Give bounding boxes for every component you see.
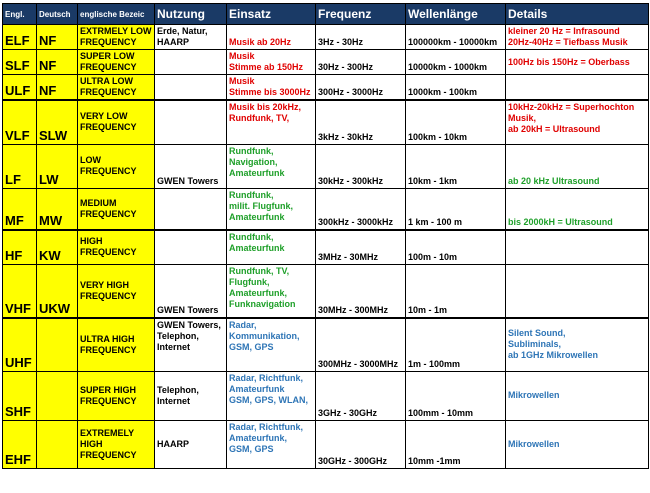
- cell-line: Musik: [229, 51, 255, 61]
- cell-line: Amateurfunk: [229, 167, 285, 178]
- einsatz-cell: [227, 420, 316, 468]
- wellenlaenge-cell: 1m - 100mm: [406, 318, 506, 371]
- cell-line: GSM, GPS: [229, 443, 274, 454]
- einsatz-cell: [227, 230, 316, 264]
- header-einsatz: Einsatz: [227, 4, 316, 25]
- table-row: [3, 420, 649, 468]
- cell-line: Mikrowellen: [508, 438, 560, 449]
- cell-line: milit. Flugfunk,: [229, 200, 293, 211]
- frequenz-cell: 3MHz - 30MHz: [316, 230, 406, 264]
- cell-line: GSM, GPS: [229, 342, 274, 352]
- band-abbr-deutsch: [37, 420, 78, 468]
- wellenlaenge-cell: 100km - 10km: [406, 100, 506, 144]
- cell-line: Amateurfunk: [229, 243, 285, 253]
- wellenlaenge-cell: 10m - 1m: [406, 264, 506, 318]
- cell-line: Rundfunk, TV,: [229, 265, 290, 276]
- cell-line: HIGH: [80, 438, 103, 449]
- wellenlaenge-cell: 100000km - 10000km: [406, 25, 506, 50]
- cell-line: FREQUENCY: [80, 166, 137, 176]
- band-abbr-deutsch: [37, 371, 78, 420]
- band-abbr-deutsch: NF: [37, 75, 78, 101]
- cell-line: FREQUENCY: [80, 247, 137, 258]
- cell-line: Internet: [157, 342, 191, 352]
- cell-line: FREQUENCY: [80, 395, 137, 406]
- einsatz-cell: [227, 371, 316, 420]
- nutzung-cell: [155, 75, 227, 101]
- cell-line: VERY HIGH: [80, 279, 130, 290]
- cell-line: Funknavigation: [229, 298, 296, 309]
- header-englische-bezeichnung: englische Bezeic: [78, 4, 155, 25]
- cell-line: Telephon,: [157, 331, 199, 341]
- details-cell: [506, 371, 649, 420]
- cell-line: ab 20kH = Ultrasound: [508, 124, 601, 134]
- cell-line: FREQUENCY: [80, 344, 137, 355]
- band-name: [78, 144, 155, 188]
- header-frequenz: Frequenz: [316, 4, 406, 25]
- cell-line: Amateurfunk,: [229, 287, 288, 298]
- frequenz-cell: 300MHz - 3000MHz: [316, 318, 406, 371]
- frequenz-cell: 30MHz - 300MHz: [316, 264, 406, 318]
- nutzung-cell: [155, 318, 227, 371]
- cell-line: FREQUENCY: [80, 208, 137, 219]
- table-row: [3, 371, 649, 420]
- frequenz-cell: 300kHz - 3000kHz: [316, 188, 406, 230]
- details-cell: [506, 100, 649, 144]
- band-name: [78, 25, 155, 50]
- cell-line: kleiner 20 Hz = Infrasound: [508, 26, 620, 36]
- header-wellenlaenge: Wellenlänge: [406, 4, 506, 25]
- cell-line: Radar, Richtfunk,: [229, 421, 304, 432]
- cell-line: HAARP: [157, 37, 190, 47]
- cell-line: EXTREMELY: [80, 427, 135, 438]
- band-abbr-engl: HF: [3, 230, 37, 264]
- cell-line: VERY LOW: [80, 111, 128, 122]
- band-name: [78, 371, 155, 420]
- table-row: [3, 318, 649, 371]
- cell-line: Telephon,: [157, 384, 199, 395]
- cell-line: Amateurfunk: [229, 211, 285, 222]
- wellenlaenge-cell: 10km - 1km: [406, 144, 506, 188]
- band-abbr-engl: EHF: [3, 420, 37, 468]
- cell-line: Stimme bis 3000Hz: [229, 87, 311, 97]
- table-row: [3, 230, 649, 264]
- wellenlaenge-cell: 1 km - 100 m: [406, 188, 506, 230]
- details-cell: [506, 318, 649, 371]
- cell-line: GWEN Towers: [157, 305, 219, 315]
- cell-line: ULTRA LOW: [80, 76, 133, 86]
- header-details: Details: [506, 4, 649, 25]
- einsatz-cell: [227, 144, 316, 188]
- frequency-table: [2, 3, 649, 469]
- table-row: [3, 50, 649, 75]
- band-abbr-engl: SHF: [3, 371, 37, 420]
- einsatz-cell: [227, 264, 316, 318]
- band-name: [78, 420, 155, 468]
- cell-line: Musik bis 20kHz,: [229, 102, 302, 112]
- cell-line: SUPER HIGH: [80, 384, 137, 395]
- nutzung-cell: [155, 420, 227, 468]
- frequenz-cell: 30Hz - 300Hz: [316, 50, 406, 75]
- band-abbr-engl: UHF: [3, 318, 37, 371]
- cell-line: bis 2000kH = Ultrasound: [508, 217, 613, 227]
- band-abbr-deutsch: SLW: [37, 100, 78, 144]
- details-cell: [506, 188, 649, 230]
- einsatz-cell: [227, 75, 316, 101]
- cell-line: Navigation,: [229, 156, 278, 167]
- band-abbr-engl: SLF: [3, 50, 37, 75]
- cell-line: Musik: [229, 76, 255, 86]
- details-cell: [506, 144, 649, 188]
- band-name: [78, 50, 155, 75]
- band-abbr-engl: LF: [3, 144, 37, 188]
- frequenz-cell: 300Hz - 3000Hz: [316, 75, 406, 101]
- einsatz-cell: [227, 50, 316, 75]
- band-name: [78, 264, 155, 318]
- band-abbr-deutsch: [37, 318, 78, 371]
- cell-line: Amateurfunk: [229, 383, 285, 394]
- cell-line: Amateurfunk,: [229, 432, 288, 443]
- nutzung-cell: [155, 144, 227, 188]
- header-nutzung: Nutzung: [155, 4, 227, 25]
- cell-line: MEDIUM: [80, 197, 117, 208]
- nutzung-cell: [155, 230, 227, 264]
- header-row: [3, 4, 649, 25]
- header-engl: Engl.: [3, 4, 37, 25]
- cell-line: FREQUENCY: [80, 62, 137, 72]
- nutzung-cell: [155, 188, 227, 230]
- cell-line: Rundfunk,: [229, 189, 274, 200]
- einsatz-cell: [227, 318, 316, 371]
- table-row: [3, 264, 649, 318]
- cell-line: Rundfunk,: [229, 232, 274, 242]
- cell-line: Stimme ab 150Hz: [229, 62, 304, 72]
- cell-line: FREQUENCY: [80, 449, 137, 460]
- details-cell: [506, 50, 649, 75]
- einsatz-cell: [227, 25, 316, 50]
- band-abbr-deutsch: UKW: [37, 264, 78, 318]
- cell-line: Mikrowellen: [508, 390, 560, 400]
- band-abbr-deutsch: KW: [37, 230, 78, 264]
- cell-line: 10kHz-20kHz = Superhochton: [508, 102, 635, 112]
- cell-line: SUPER LOW: [80, 51, 135, 61]
- cell-line: EXTRMELY LOW: [80, 26, 152, 36]
- band-abbr-engl: VLF: [3, 100, 37, 144]
- cell-line: 100Hz bis 150Hz = Oberbass: [508, 56, 630, 67]
- band-name: [78, 230, 155, 264]
- band-name: [78, 318, 155, 371]
- band-name: [78, 75, 155, 101]
- nutzung-cell: [155, 100, 227, 144]
- details-cell: [506, 25, 649, 50]
- nutzung-cell: [155, 264, 227, 318]
- cell-line: HAARP: [157, 438, 190, 449]
- cell-line: 20Hz-40Hz = Tiefbass Musik: [508, 37, 628, 47]
- nutzung-cell: [155, 50, 227, 75]
- band-abbr-deutsch: LW: [37, 144, 78, 188]
- table-row: [3, 25, 649, 50]
- band-abbr-engl: VHF: [3, 264, 37, 318]
- cell-line: ab 20 kHz Ultrasound: [508, 175, 600, 186]
- nutzung-cell: [155, 25, 227, 50]
- cell-line: Erde, Natur,: [157, 26, 208, 36]
- frequenz-cell: 30kHz - 300kHz: [316, 144, 406, 188]
- details-cell: [506, 75, 649, 101]
- cell-line: Rundfunk, TV,: [229, 113, 290, 123]
- wellenlaenge-cell: 100m - 10m: [406, 230, 506, 264]
- band-abbr-engl: MF: [3, 188, 37, 230]
- band-name: [78, 100, 155, 144]
- cell-line: Flugfunk,: [229, 276, 270, 287]
- table-row: [3, 75, 649, 101]
- cell-line: FREQUENCY: [80, 122, 137, 133]
- wellenlaenge-cell: 10000km - 1000km: [406, 50, 506, 75]
- cell-line: FREQUENCY: [80, 37, 137, 47]
- einsatz-cell: [227, 100, 316, 144]
- cell-line: FREQUENCY: [80, 290, 137, 301]
- einsatz-cell: [227, 188, 316, 230]
- details-cell: [506, 420, 649, 468]
- table-row: [3, 144, 649, 188]
- cell-line: Internet: [157, 395, 191, 406]
- cell-line: Radar, Richtfunk,: [229, 372, 304, 383]
- band-abbr-engl: ELF: [3, 25, 37, 50]
- frequenz-cell: 30GHz - 300GHz: [316, 420, 406, 468]
- table-row: [3, 100, 649, 144]
- cell-line: GWEN Towers: [157, 175, 219, 186]
- cell-line: HIGH: [80, 236, 103, 247]
- table-body: [3, 25, 649, 469]
- details-cell: [506, 264, 649, 318]
- nutzung-cell: [155, 371, 227, 420]
- cell-line: Kommunikation,: [229, 331, 300, 341]
- cell-line: Silent Sound,: [508, 328, 566, 339]
- header-deutsch: Deutsch: [37, 4, 78, 25]
- cell-line: Musik,: [508, 113, 537, 123]
- band-abbr-deutsch: MW: [37, 188, 78, 230]
- wellenlaenge-cell: 1000km - 100km: [406, 75, 506, 101]
- cell-line: Musik ab 20Hz: [229, 37, 292, 47]
- cell-line: Rundfunk,: [229, 145, 274, 156]
- details-cell: [506, 230, 649, 264]
- wellenlaenge-cell: 100mm - 10mm: [406, 371, 506, 420]
- band-abbr-deutsch: NF: [37, 50, 78, 75]
- band-name: [78, 188, 155, 230]
- frequenz-cell: 3kHz - 30kHz: [316, 100, 406, 144]
- wellenlaenge-cell: 10mm -1mm: [406, 420, 506, 468]
- cell-line: GSM, GPS, WLAN,: [229, 394, 309, 405]
- cell-line: ab 1GHz Mikrowellen: [508, 350, 599, 361]
- band-abbr-engl: ULF: [3, 75, 37, 101]
- table-row: [3, 188, 649, 230]
- cell-line: ULTRA HIGH: [80, 333, 135, 344]
- band-abbr-deutsch: NF: [37, 25, 78, 50]
- cell-line: FREQUENCY: [80, 87, 137, 97]
- frequenz-cell: 3Hz - 30Hz: [316, 25, 406, 50]
- cell-line: LOW: [80, 155, 101, 165]
- frequenz-cell: 3GHz - 30GHz: [316, 371, 406, 420]
- cell-line: Radar,: [229, 320, 257, 330]
- cell-line: GWEN Towers,: [157, 320, 221, 330]
- cell-line: Subliminals,: [508, 339, 562, 350]
